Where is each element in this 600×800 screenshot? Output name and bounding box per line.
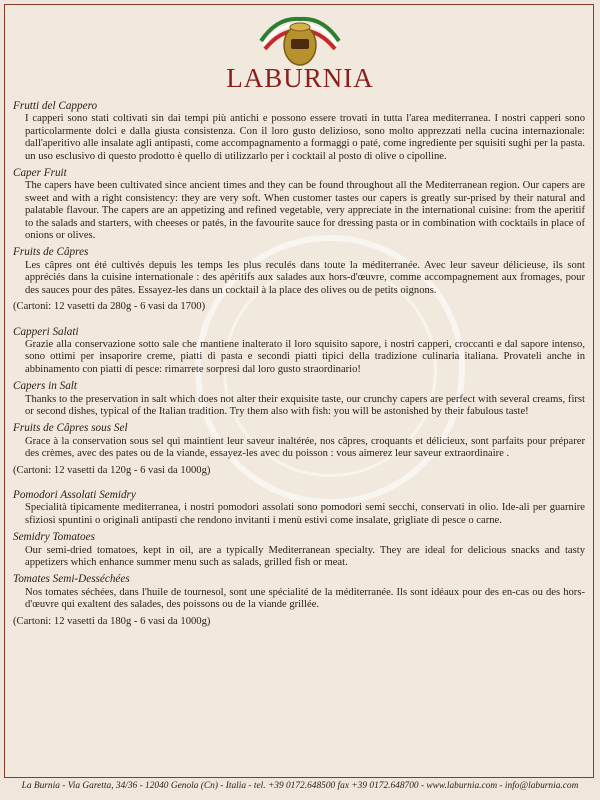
- brand-logo: LABURNIA: [226, 63, 374, 93]
- block-text: Grazie alla conservazione sotto sale che mantiene inalterato il loro squisito sapore, i nostri capperi, croccanti e dal sapore intenso, sono ottimi per insaporire creme, piatti di pasta e secondi piatti tipici della tradizione culinaria italiana. Provateli anche in abbinamento con piatti di pesce: rimarrete sorpresi dal loro gusto straordinario!: [25, 338, 585, 375]
- block-text: Specialità tipicamente mediterranea, i nostri pomodori assolati sono pomodori semi secchi, conservati in olio. Ide-ali per guarnire sfiziosi spuntini o originali antipasti che rendono invitanti i menù estivi come insalate, grigliate di pesce o carne.: [25, 502, 585, 526]
- block-text: Les câpres ont été cultivés depuis les temps les plus reculés dans toute la méditerranée. Avec leur saveur délicieuse, ils sont appréciés dans la cuisine internationale : des apéritifs aux salades aux hors-d'œuvre, comme accompagnement aux fromages, pour des sauces pour des pâtes. Essayez-les dans un cocktail à la place des olives ou de petits oignons.: [25, 259, 585, 296]
- block-text: Thanks to the preservation in salt which does not alter their exquisite taste, our crunchy capers are perfect with several creams, first or second dishes, typical of the Italian tradition. Try them also with fish: you will be astonished by their fabulous taste!: [25, 393, 585, 417]
- block-title: Semidry Tomatoes: [13, 531, 95, 544]
- block-title: Capperi Salati: [13, 325, 79, 338]
- section-tomatoes: [13, 489, 585, 628]
- block-title: Capers in Salt: [13, 380, 78, 393]
- footer-contact: La Burnia - Via Garetta, 34/36 - 12040 Genola (Cn) - Italia - tel. +39 0172.648500 fax +39 0172.648700 - www.laburnia.com - info@laburnia.com: [21, 781, 579, 791]
- packaging-note: (Cartoni: 12 vasetti da 280g - 6 vasi da 1700): [13, 301, 206, 313]
- block-text: Nos tomates séchées, dans l'huile de tournesol, sont une spécialité de la méditerranée. Ils sont idéaux pour des en-cas ou des hors-d'œuvre qui exaltent des salades, des poissons ou de la viande grillée.: [25, 586, 585, 611]
- block-title: Fruits de Câpres sous Sel: [13, 422, 128, 435]
- block-text: Our semi-dried tomatoes, kept in oil, are a typically Mediterranean specialty. They are ideal for delicious snacks and tasty appetizers which enhance summer menu such as salads, grilled fish or meat.: [25, 544, 585, 568]
- packaging-note: (Cartoni: 12 vasetti da 120g - 6 vasi da 1000g): [13, 464, 211, 476]
- block-text: The capers have been cultivated since ancient times and they can be found throughout all the Mediterranean region. Our capers are sweet and with a right consistency: they are very soft. When customer tastes our capers is greatly sur-prised by their natural and palatable flavour. The capers are an appetizing and refined vegetable, very appreciate in the international cuisine: from the aperitif to the salads and starters, with cheeses or patés, in the favourite sauce for dressing pasta or in combination with cocktails in place of onions or olives.: [25, 180, 585, 242]
- content: [13, 100, 585, 640]
- block-title: Pomodori Assolati Semidry: [13, 488, 136, 501]
- packaging-note: (Cartoni: 12 vasetti da 180g - 6 vasi da 1000g): [13, 615, 211, 627]
- section-capers: [13, 100, 585, 314]
- block-title: Frutti del Cappero: [13, 100, 98, 112]
- block-text: I capperi sono stati coltivati sin dai tempi più antichi e possono essere trovati in tutta l'area mediterranea. I nostri capperi sono particolarmente dolci e dalla giusta consistenza. Con il loro gusto delizioso, sono molto apprezzati nella cucina internazionale: dall'aperitivo alle insalate agli antipasti, come accompagnamento a formaggi o paté, come ingrediente per squisiti sughi per la pasta. un uso esclusivo di questo prodotto è quello di utilizzarlo per i cocktail al posto di olive o cipolline.: [25, 113, 585, 162]
- page-frame: [4, 4, 594, 778]
- logo-emblem-icon: [257, 11, 343, 69]
- section-capers-salt: [13, 326, 585, 477]
- block-text: Grace à la conservation sous sel qui maintient leur saveur inaltérée, nos câpres, croquants et délicieux, sont parfaits pour préparer des crèmes, avec des pates ou de la viande, essayez-les avec du poisson : vous aimerez leur saveur extraordinaire .: [25, 435, 585, 460]
- block-title: Fruits de Câpres: [13, 246, 89, 259]
- block-title: Caper Fruit: [13, 167, 67, 180]
- block-title: Tomates Semi-Desséchées: [13, 573, 130, 586]
- header: [5, 5, 594, 99]
